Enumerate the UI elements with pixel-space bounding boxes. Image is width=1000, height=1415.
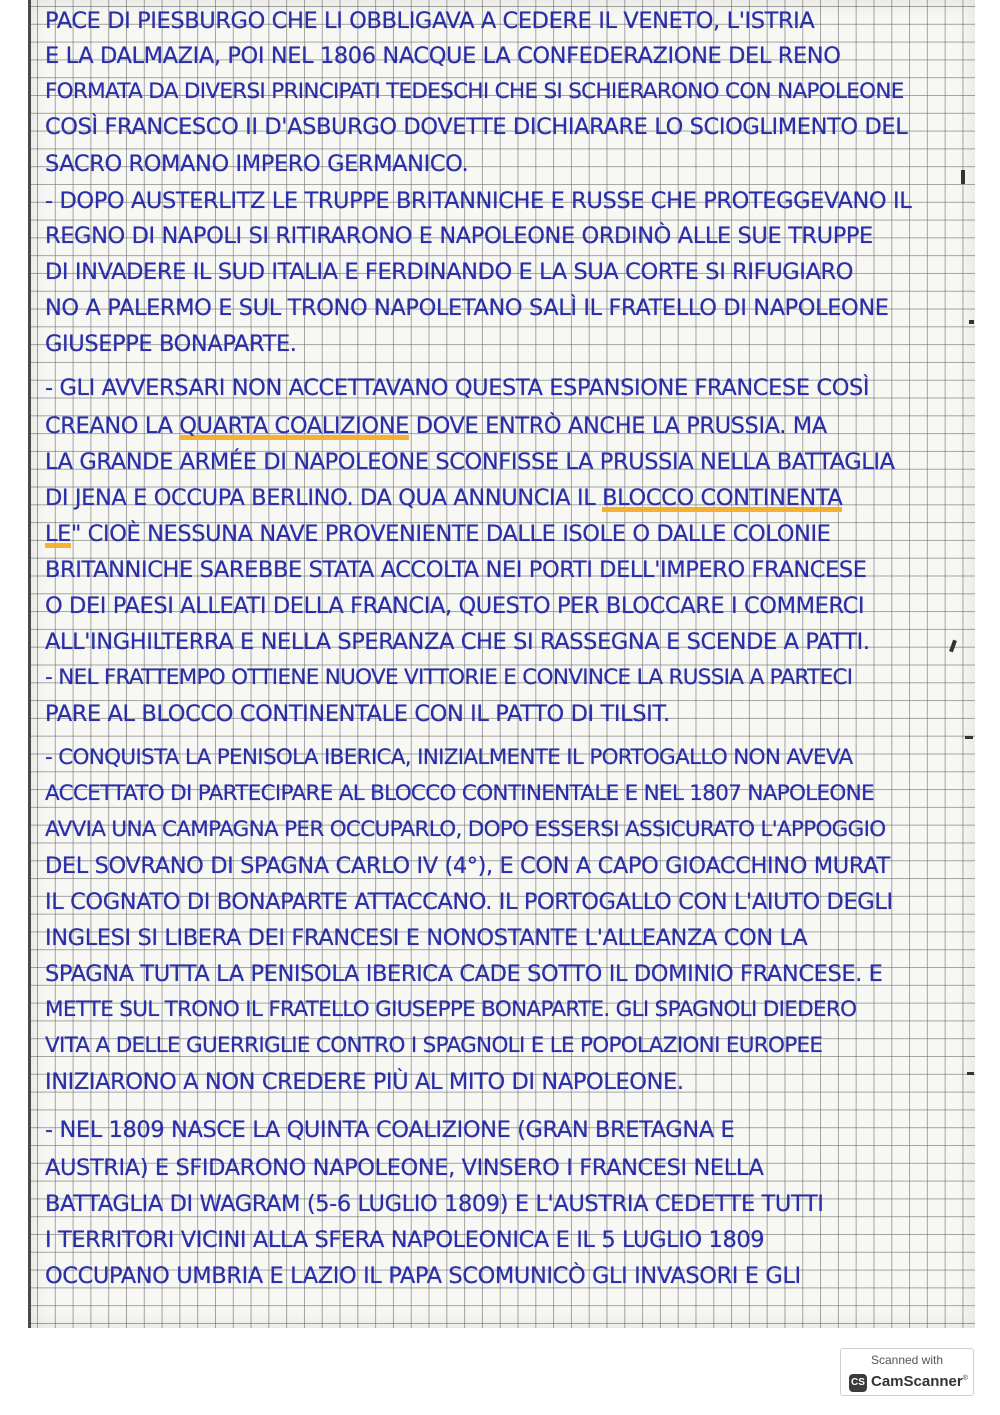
note-text: COSÌ FRANCESCO II D'ASBURGO DOVETTE DICHIARARE LO SCIOGLIMENTO DEL — [45, 114, 908, 140]
note-text: CREANO LA — [45, 413, 180, 439]
note-line — [45, 185, 969, 217]
note-text: INGLESI SI LIBERA DEI FRANCESI E NONOSTANTE L'ALLEANZA CON LA — [45, 925, 808, 951]
scan-mark — [969, 320, 974, 324]
note-line — [45, 850, 969, 882]
highlighted-term: QUARTA COALIZIONE — [179, 413, 409, 439]
note-text: REGNO DI NAPOLI SI RITIRARONO E NAPOLEONE ORDINÒ ALLE SUE TRUPPE — [45, 223, 873, 249]
watermark-brand-name: CamScanner — [871, 1373, 963, 1390]
watermark-brand — [871, 1373, 968, 1390]
note-text: ALL'INGHILTERRA E NELLA SPERANZA CHE SI RASSEGNA E SCENDE A PATTI. — [45, 629, 870, 655]
note-line — [45, 292, 969, 324]
note-text: BRITANNICHE SAREBBE STATA ACCOLTA NEI PORTI DELL'IMPERO FRANCESE — [45, 557, 867, 583]
note-text: " CIOÈ NESSUNA NAVE PROVENIENTE DALLE ISOLE O DALLE COLONIE — [70, 521, 831, 547]
note-text: AVVIA UNA CAMPAGNA PER OCCUPARLO, DOPO ESSERSI ASSICURATO L'APPOGGIO — [45, 817, 886, 842]
scan-mark — [967, 1072, 974, 1075]
note-text: PARE AL BLOCCO CONTINENTALE CON IL PATTO DI TILSIT. — [45, 701, 670, 727]
note-text: - CONQUISTA LA PENISOLA IBERICA, INIZIALMENTE IL PORTOGALLO NON AVEVA — [45, 745, 853, 770]
note-line — [45, 220, 969, 252]
note-text: INIZIARONO A NON CREDERE PIÙ AL MITO DI NAPOLEONE. — [45, 1069, 684, 1095]
note-text: VITA A DELLE GUERRIGLIE CONTRO I SPAGNOLI E LE POPOLAZIONI EUROPEE — [45, 1033, 823, 1058]
note-line — [45, 698, 969, 730]
note-line — [45, 328, 969, 360]
note-text: OCCUPANO UMBRIA E LAZIO IL PAPA SCOMUNICÒ GLI INVASORI E GLI — [45, 1263, 801, 1289]
notebook-page — [28, 0, 975, 1328]
note-line — [45, 1224, 969, 1256]
note-text: IL COGNATO DI BONAPARTE ATTACCANO. IL PORTOGALLO CON L'AIUTO DEGLI — [45, 889, 893, 915]
note-line — [45, 922, 969, 954]
watermark-caption: Scanned with — [870, 1353, 944, 1367]
note-text: DEL SOVRANO DI SPAGNA CARLO IV (4°), E CON A CAPO GIOACCHINO MURAT — [45, 853, 890, 879]
note-line — [45, 5, 969, 37]
note-line — [45, 554, 969, 586]
note-line — [45, 410, 969, 442]
note-line — [45, 76, 969, 108]
note-text: LA GRANDE ARMÉE DI NAPOLEONE SCONFISSE LA PRUSSIA NELLA BATTAGLIA — [45, 449, 895, 475]
scan-mark — [965, 736, 973, 739]
note-line — [45, 1152, 969, 1184]
note-line — [45, 662, 969, 694]
note-line — [45, 1030, 969, 1062]
note-text: FORMATA DA DIVERSI PRINCIPATI TEDESCHI CHE SI SCHIERARONO CON NAPOLEONE — [45, 79, 904, 104]
note-text: METTE SUL TRONO IL FRATELLO GIUSEPPE BONAPARTE. GLI SPAGNOLI DIEDERO — [45, 997, 857, 1022]
note-line — [45, 148, 969, 180]
note-text: - GLI AVVERSARI NON ACCETTAVANO QUESTA ESPANSIONE FRANCESE COSÌ — [45, 375, 870, 401]
note-text: SACRO ROMANO IMPERO GERMANICO. — [45, 151, 469, 177]
note-line — [45, 111, 969, 143]
highlighted-term: BLOCCO CONTINENTA — [602, 485, 843, 511]
note-line — [45, 994, 969, 1026]
note-text: - NEL FRATTEMPO OTTIENE NUOVE VITTORIE E CONVINCE LA RUSSIA A PARTECI — [45, 665, 853, 690]
note-line — [45, 742, 969, 774]
note-line — [45, 1260, 969, 1292]
watermark-trademark: ® — [962, 1375, 968, 1382]
note-line — [45, 256, 969, 288]
note-text: - NEL 1809 NASCE LA QUINTA COALIZIONE (GRAN BRETAGNA E — [45, 1117, 735, 1143]
note-text: BATTAGLIA DI WAGRAM (5-6 LUGLIO 1809) E L'AUSTRIA CEDETTE TUTTI — [45, 1191, 824, 1217]
note-text: NO A PALERMO E SUL TRONO NAPOLETANO SALÌ IL FRATELLO DI NAPOLEONE — [45, 295, 889, 321]
note-text: DI INVADERE IL SUD ITALIA E FERDINANDO E LA SUA CORTE SI RIFUGIARO — [45, 259, 854, 285]
note-line — [45, 372, 969, 404]
note-line — [45, 1188, 969, 1220]
note-text: ACCETTATO DI PARTECIPARE AL BLOCCO CONTINENTALE E NEL 1807 NAPOLEONE — [45, 781, 874, 806]
note-line — [45, 626, 969, 658]
note-text: AUSTRIA) E SFIDARONO NAPOLEONE, VINSERO I FRANCESI NELLA — [45, 1155, 764, 1181]
note-text: DOVE ENTRÒ ANCHE LA PRUSSIA. MA — [408, 413, 827, 439]
note-line — [45, 446, 969, 478]
note-text: GIUSEPPE BONAPARTE. — [45, 331, 297, 357]
scan-mark — [961, 170, 965, 184]
note-line — [45, 958, 969, 990]
note-text: PACE DI PIESBURGO CHE LI OBBLIGAVA A CEDERE IL VENETO, L'ISTRIA — [45, 8, 815, 34]
note-line — [45, 814, 969, 846]
note-text: SPAGNA TUTTA LA PENISOLA IBERICA CADE SOTTO IL DOMINIO FRANCESE. E — [45, 961, 883, 987]
note-line — [45, 40, 969, 72]
camscanner-watermark — [840, 1348, 974, 1396]
note-text: I TERRITORI VICINI ALLA SFERA NAPOLEONICA E IL 5 LUGLIO 1809 — [45, 1227, 765, 1253]
highlighted-term: LE — [45, 521, 71, 547]
note-line — [45, 1066, 969, 1098]
camscanner-logo-icon: CS — [849, 1374, 867, 1392]
note-text: - DOPO AUSTERLITZ LE TRUPPE BRITANNICHE E RUSSE CHE PROTEGGEVANO IL — [45, 188, 912, 214]
note-line — [45, 778, 969, 810]
note-line — [45, 886, 969, 918]
note-text: E LA DALMAZIA, POI NEL 1806 NACQUE LA CONFEDERAZIONE DEL RENO — [45, 43, 841, 69]
handwritten-notes — [31, 0, 975, 1328]
note-line — [45, 518, 969, 550]
note-line — [45, 482, 969, 514]
note-text: O DEI PAESI ALLEATI DELLA FRANCIA, QUESTO PER BLOCCARE I COMMERCI — [45, 593, 865, 619]
note-line — [45, 1114, 969, 1146]
note-text: DI JENA E OCCUPA BERLINO. DA QUA ANNUNCIA IL — [45, 485, 603, 511]
note-line — [45, 590, 969, 622]
